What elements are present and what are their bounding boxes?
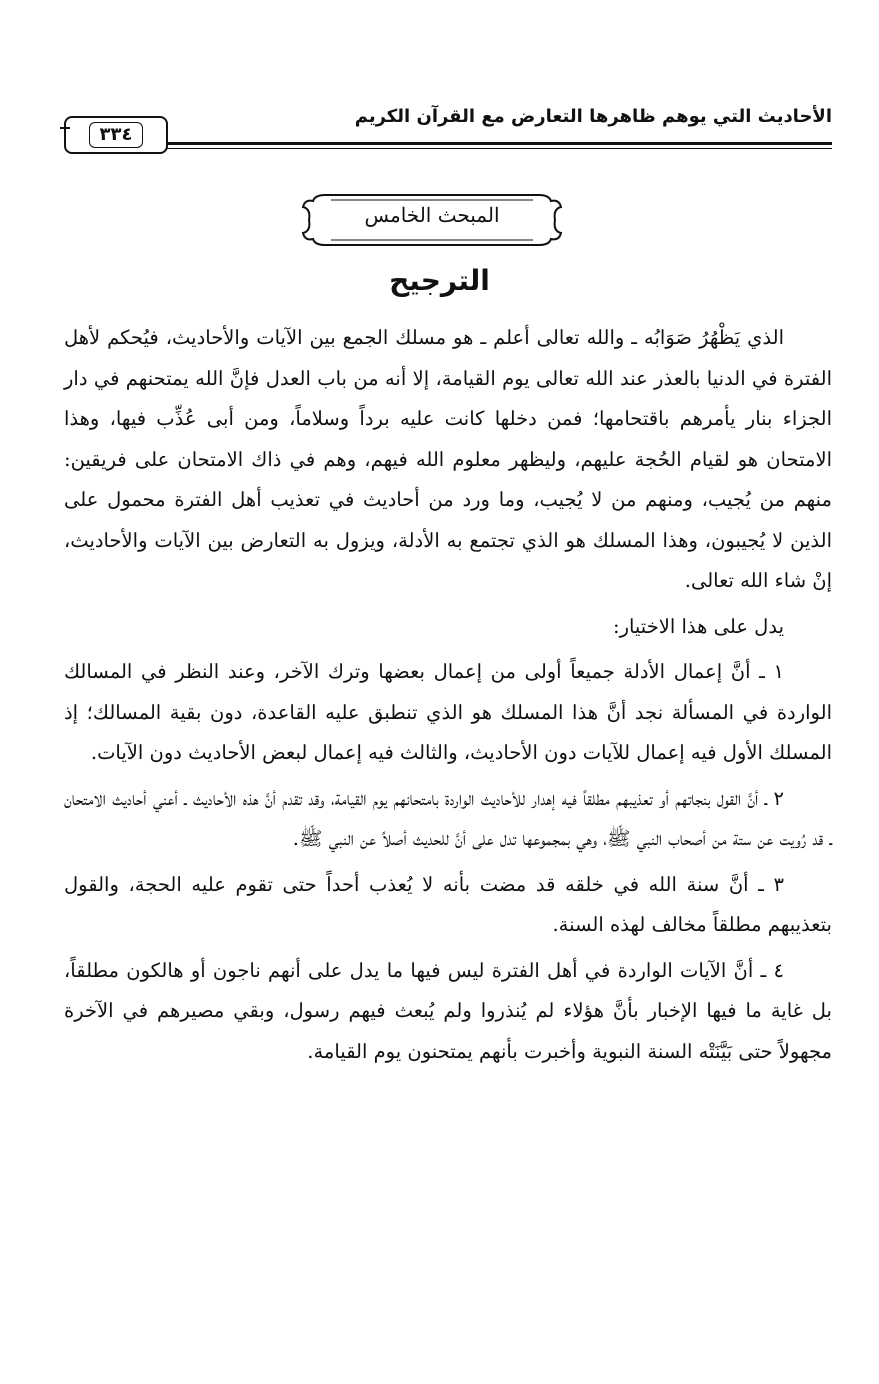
paragraph-evidence-lead: يدل على هذا الاختيار: [613,614,784,638]
page-number: ٣٣٤ [89,122,144,148]
paragraph-point-2: ٢ ـ أنَّ القول بنجاتهم أو تعذيبهم مطلقاً فيه إهدار للأحاديث الواردة بامتحانهم يوم القيامة، وقد تقدم أنَّ هذه الأحاديث ـ أعني أحاديث الامتحان ـ قد رُويت عن ستة من أصحاب النبي ﷺ، وهي بمجموعها تدل على أنَّ للحديث أصلاً عن النبي ﷺ. [64,786,832,850]
section-label: المبحث الخامس [364,203,500,227]
main-heading: الترجيح [389,264,490,297]
paragraph-point-1: ١ ـ أنَّ إعمال الأدلة جميعاً أولى من إعمال بعضها وترك الآخر، وعند النظر في المسالك الواردة في المسألة نجد أنَّ هذا المسلك هو الذي تنطبق عليه القاعدة، دون بقية المسالك؛ إذ المسلك الأول فيه إعمال للآيات دون الأحاديث، والثالث فيه إعمال لبعض الأحاديث دون الآيات. [64,660,832,764]
paragraph-intro: الذي يَظْهُرُ صَوَابُه ـ والله تعالى أعلم ـ هو مسلك الجمع بين الآيات والأحاديث، فيُحكم لأهل الفترة في الدنيا بالعذر عند الله تعالى يوم القيامة، إلا أنه من باب العدل فإنَّ الله يمتحنهم في دار الجزاء بنار يأمرهم باقتحامها؛ فمن دخلها كانت عليه برداً وسلاماً، ومن أبى عُذِّب فيها، وهذا الامتحان هو لقيام الحُجة عليهم، وليظهر معلوم الله فيهم، وهم في ذاك الامتحان على فريقين: منهم من يُجيب، ومنهم من لا يُجيب، وما ورد من أحاديث في تعذيب أهل الفترة محمول على الذين لا يُجيبون، وهذا المسلك هو الذي تجتمع به الأدلة، ويزول به التعارض بين الآيات والأحاديث، إنْ شاء الله تعالى. [64,326,832,592]
header-rule-thin [134,148,832,149]
running-header [64,104,832,156]
section-title-frame [297,189,567,251]
paragraph-point-4: ٤ ـ أنَّ الآيات الواردة في أهل الفترة ليس فيها ما يدل على أنهم ناجون أو هالكون مطلقاً، بل غاية ما فيها الإخبار بأنَّ هؤلاء لم يُنذروا ولم يُبعث فيهم رسول، وبقي مصيرهم في الآخرة مجهولاً حتى بَيَّنَتْه السنة النبوية وأخبرت بأنهم يمتحنون يوم القيامة. [64,958,832,1063]
body-text [64,318,832,1072]
page-number-frame [64,116,168,154]
header-dash [60,127,70,129]
paragraph-point-3: ٣ ـ أنَّ سنة الله في خلقه قد مضت بأنه لا يُعذب أحداً حتى تقوم عليه الحجة، والقول بتعذيبهم مطلقاً مخالف لهذه السنة. [64,872,832,936]
running-title: الأحاديث التي يوهم ظاهرها التعارض مع القرآن الكريم [354,106,832,127]
header-rule-thick [134,142,832,145]
